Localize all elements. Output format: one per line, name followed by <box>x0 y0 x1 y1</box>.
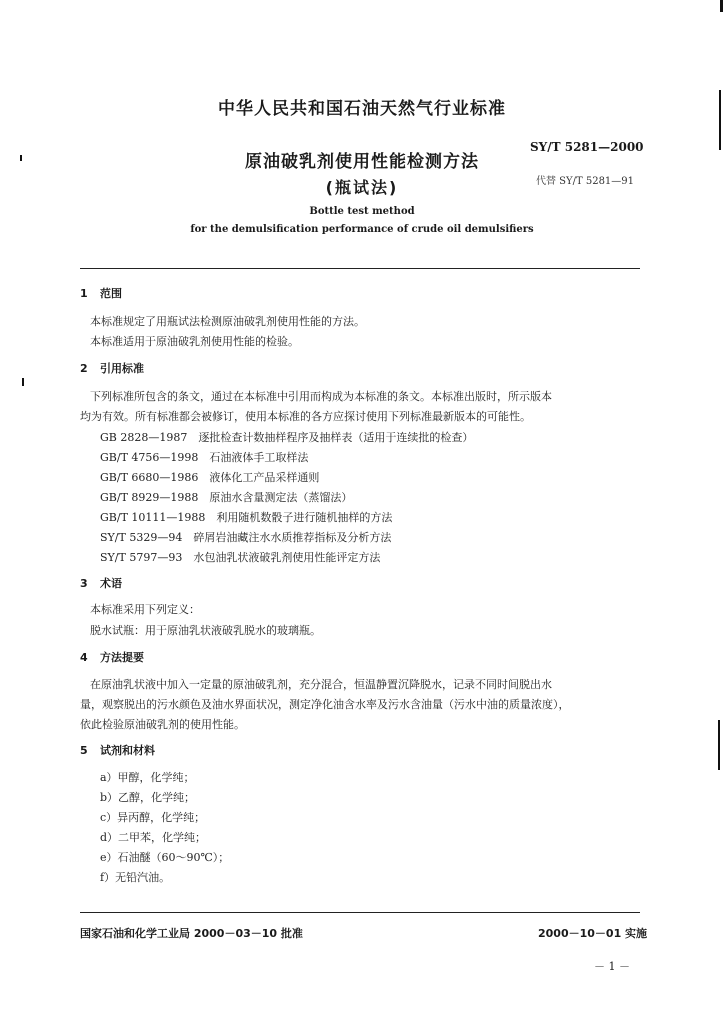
section-number: 2 <box>80 362 88 375</box>
reference-item: SY/T 5797—93 水包油乳状液破乳剂使用性能评定方法 <box>100 551 381 564</box>
document-title-en-line2: for the demulsification performance of crude oil demulsifiers <box>190 224 534 235</box>
standard-code: SY/T 5281—2000 <box>530 140 644 154</box>
section-title: 范围 <box>100 287 122 300</box>
section-number: 4 <box>80 651 88 664</box>
scan-mark <box>720 0 723 12</box>
section-title: 引用标准 <box>100 362 144 375</box>
paragraph-line: 脱水试瓶：用于原油乳状液破乳脱水的玻璃瓶。 <box>90 624 321 637</box>
reference-item: GB/T 8929—1988 原油水含量测定法（蒸馏法） <box>100 491 353 504</box>
section-3-heading <box>80 575 122 591</box>
section-number: 1 <box>80 287 88 300</box>
reference-item: SY/T 5329—94 碎屑岩油藏注水水质推荐指标及分析方法 <box>100 531 392 544</box>
list-item: d）二甲苯，化学纯； <box>100 831 207 844</box>
paragraph-line: 本标准采用下列定义： <box>90 603 200 616</box>
implementation-date: 2000－10－01 实施 <box>538 927 648 940</box>
document-subtitle-cn: (瓶试法) <box>325 178 399 197</box>
paragraph-line: 依此检验原油破乳剂的使用性能。 <box>80 718 245 731</box>
section-title: 术语 <box>100 577 122 590</box>
document-title-en-line1: Bottle test method <box>309 206 415 217</box>
list-item: b）乙醇，化学纯； <box>100 791 196 804</box>
paragraph-line: 本标准规定了用瓶试法检测原油破乳剂使用性能的方法。 <box>90 315 365 328</box>
section-title: 试剂和材料 <box>100 744 155 757</box>
section-2-heading <box>80 360 144 376</box>
reference-item: GB/T 10111—1988 利用随机数骰子进行随机抽样的方法 <box>100 511 393 524</box>
list-item: f）无铅汽油。 <box>100 871 171 884</box>
paragraph-line: 均为有效。所有标准都会被修订，使用本标准的各方应探讨使用下列标准最新版本的可能性。 <box>80 410 531 423</box>
scan-mark <box>719 90 721 150</box>
replaces-note: 代替 SY/T 5281—91 <box>536 176 635 187</box>
section-1-heading <box>80 285 122 301</box>
paragraph-line: 在原油乳状液中加入一定量的原油破乳剂，充分混合，恒温静置沉降脱水，记录不同时间脱出水 <box>90 678 552 691</box>
section-title: 方法提要 <box>100 651 144 664</box>
scan-mark <box>718 720 720 770</box>
list-item: a）甲醇，化学纯； <box>100 771 195 784</box>
document-title-cn: 原油破乳剂使用性能检测方法 <box>245 152 479 172</box>
header-divider <box>80 268 640 269</box>
scan-mark <box>22 378 24 386</box>
reference-item: GB/T 4756—1998 石油液体手工取样法 <box>100 451 309 464</box>
section-4-heading <box>80 649 144 665</box>
section-5-heading <box>80 742 155 758</box>
scan-mark <box>20 155 22 161</box>
standard-category-title: 中华人民共和国石油天然气行业标准 <box>218 99 506 119</box>
approval-date: 国家石油和化学工业局 2000－03－10 批准 <box>80 927 303 940</box>
reference-item: GB 2828—1987 逐批检查计数抽样程序及抽样表（适用于连续批的检查） <box>100 431 474 444</box>
reference-item: GB/T 6680—1986 液体化工产品采样通则 <box>100 471 320 484</box>
paragraph-line: 本标准适用于原油破乳剂使用性能的检验。 <box>90 335 299 348</box>
section-number: 5 <box>80 744 88 757</box>
footer-divider <box>80 912 640 913</box>
paragraph-line: 下列标准所包含的条文，通过在本标准中引用而构成为本标准的条文。本标准出版时，所示版本 <box>90 390 552 403</box>
page-number: － 1 － <box>594 960 630 973</box>
section-number: 3 <box>80 577 88 590</box>
list-item: e）石油醚（60～90℃）； <box>100 851 230 864</box>
list-item: c）异丙醇，化学纯； <box>100 811 206 824</box>
paragraph-line: 量，观察脱出的污水颜色及油水界面状况，测定净化油含水率及污水含油量（污水中油的质量浓度）， <box>80 698 570 711</box>
